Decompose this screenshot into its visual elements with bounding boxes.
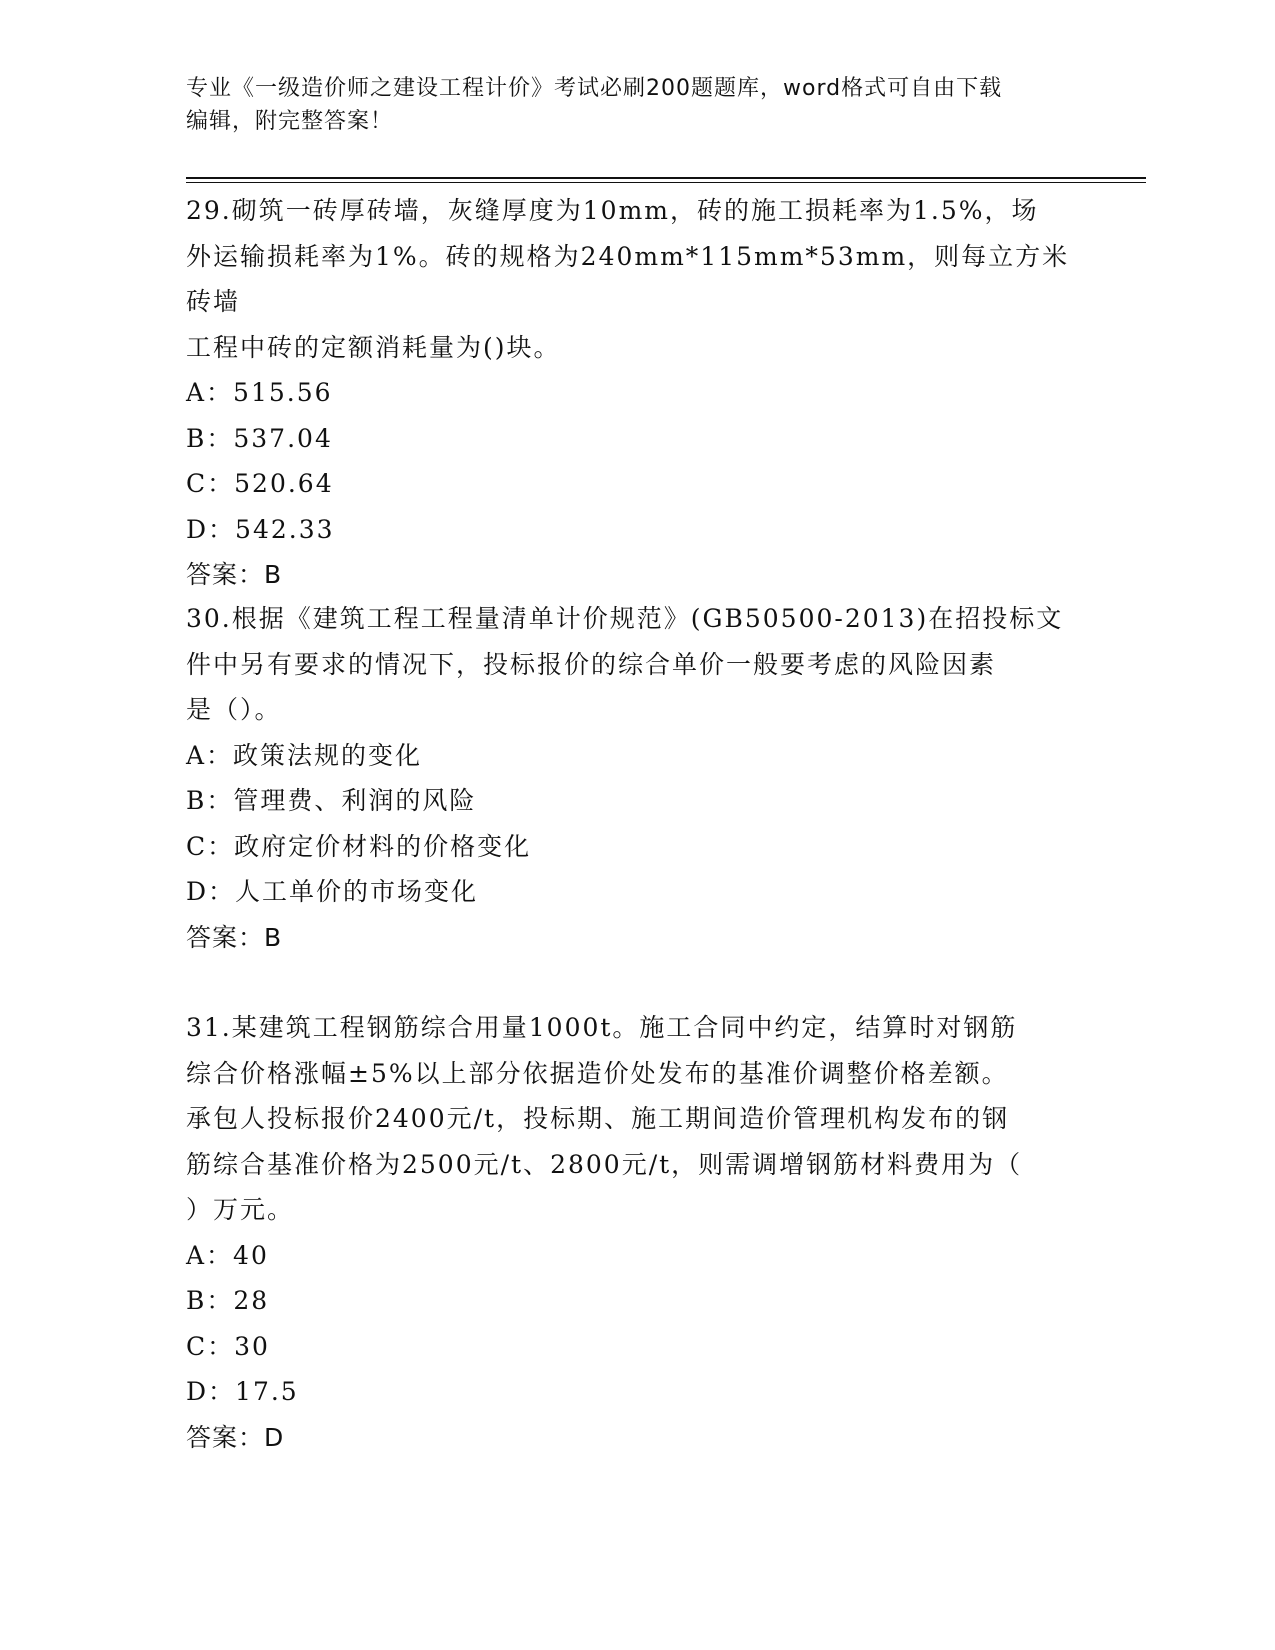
answer-line: 答案：B [186, 922, 283, 952]
question-stem-line: ）万元。 [186, 1195, 295, 1224]
option-d: D：17.5 [186, 1377, 299, 1406]
question-31 [186, 1005, 1076, 1460]
question-30 [186, 596, 1076, 960]
option-a: A：政策法规的变化 [186, 740, 423, 770]
answer-line: 答案：D [186, 1422, 285, 1452]
option-c: C：30 [186, 1331, 270, 1361]
header-line-2: 编辑，附完整答案！ [186, 109, 394, 134]
question-stem-line: 承包人投标报价2400元/t，投标期、施工期间造价管理机构发布的钢 [186, 1104, 1010, 1133]
question-stem-line: 综合价格涨幅±5%以上部分依据造价处发布的基准价调整价格差额。 [186, 1058, 1009, 1088]
question-stem-line: 外运输损耗率为1%。砖的规格为240mm*115mm*53mm，则每立方米砖墙 [186, 241, 1070, 316]
question-stem-line: 31.某建筑工程钢筋综合用量1000t。施工合同中约定，结算时对钢筋 [186, 1013, 1018, 1042]
question-stem-line: 工程中砖的定额消耗量为()块。 [186, 332, 561, 362]
question-stem-line: 件中另有要求的情况下，投标报价的综合单价一般要考虑的风险因素 [186, 649, 997, 679]
question-stem-line: 30.根据《建筑工程工程量清单计价规范》(GB50500-2013)在招投标文 [186, 604, 1064, 633]
option-c: C：政府定价材料的价格变化 [186, 831, 532, 861]
option-b: B：537.04 [186, 423, 333, 453]
header-divider-thick [186, 177, 1146, 179]
question-stem-line: 筋综合基准价格为2500元/t、2800元/t，则需调增钢筋材料费用为（ [186, 1149, 1023, 1179]
question-stem-line: 29.砌筑一砖厚砖墙，灰缝厚度为10mm，砖的施工损耗率为1.5%，场 [186, 196, 1039, 225]
header-divider-thin [186, 182, 1146, 183]
option-b: B：管理费、利润的风险 [186, 786, 477, 815]
question-stem-line: 是（）。 [186, 695, 282, 724]
question-29 [186, 188, 1076, 598]
option-b: B：28 [186, 1286, 270, 1315]
answer-line: 答案：B [186, 560, 283, 589]
header-line-1: 专业《一级造价师之建设工程计价》考试必刷200题题库，word格式可自由下载 [186, 76, 1003, 101]
option-d: D：542.33 [186, 514, 335, 544]
document-header [186, 72, 1086, 138]
option-a: A：515.56 [186, 378, 333, 407]
option-d: D：人工单价的市场变化 [186, 877, 479, 906]
option-c: C：520.64 [186, 469, 334, 498]
option-a: A：40 [186, 1240, 269, 1270]
